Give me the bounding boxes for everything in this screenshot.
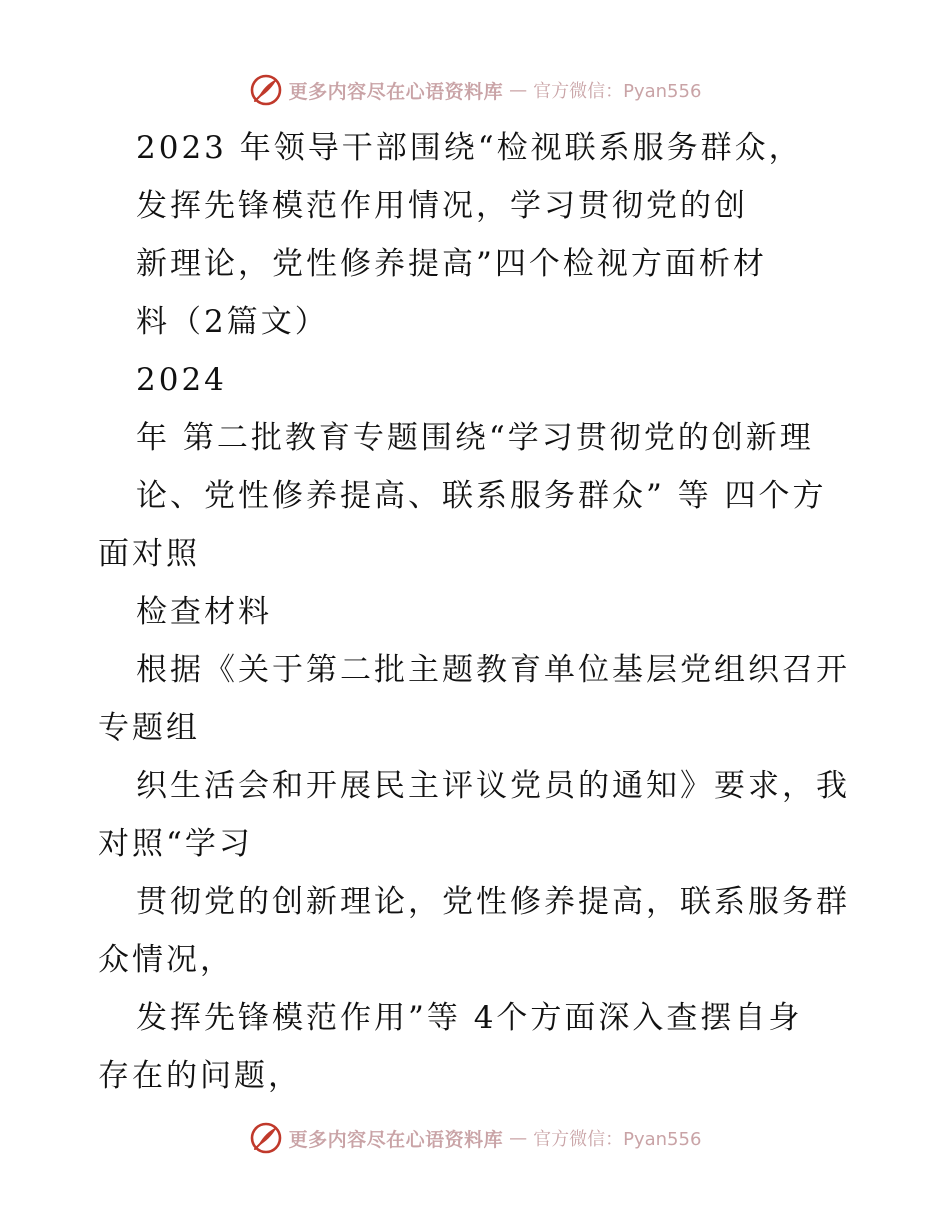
document-title-line-4: 料（2篇文） xyxy=(136,304,329,340)
document-text-line-16: 发挥先锋模范作用”等 4个方面深入查摆自身 xyxy=(136,1000,803,1036)
watermark-site-text: 更多内容尽在心语资料库 xyxy=(288,80,504,103)
document-text-line-6: 年 第二批教育专题围绕“学习贯彻党的创新理 xyxy=(136,420,814,456)
watermark-site-text: 更多内容尽在心语资料库 xyxy=(288,1128,504,1151)
header-watermark xyxy=(0,70,950,110)
document-text-line-9: 检查材料 xyxy=(136,594,272,630)
feather-logo-icon xyxy=(249,1121,283,1155)
watermark-contact-text: 官方微信：Pyan556 xyxy=(533,81,702,102)
document-text-line-12: 织生活会和开展民主评议党员的通知》要求，我 xyxy=(136,768,850,804)
document-text-line-5: 2024 xyxy=(136,362,227,398)
document-text-line-14: 贯彻党的创新理论，党性修养提高，联系服务群 xyxy=(136,884,850,920)
feather-logo-icon xyxy=(249,73,283,107)
document-text-line-10: 根据《关于第二批主题教育单位基层党组织召开 xyxy=(136,652,850,688)
document-text-line-7: 论、党性修养提高、联系服务群众” 等 四个方 xyxy=(136,478,827,514)
document-title-line-1: 2023 年领导干部围绕“检视联系服务群众， xyxy=(136,130,803,166)
document-text-line-15: 众情况， xyxy=(98,942,234,978)
document-text-line-17: 存在的问题， xyxy=(98,1058,302,1094)
document-title-line-2: 发挥先锋模范作用情况，学习贯彻党的创 xyxy=(136,188,748,224)
watermark-separator: — xyxy=(509,1127,528,1149)
document-title-line-3: 新理论，党性修养提高”四个检视方面析材 xyxy=(136,246,767,282)
watermark-contact-text: 官方微信：Pyan556 xyxy=(533,1129,702,1150)
document-text-line-11: 专题组 xyxy=(98,710,200,746)
watermark-separator: — xyxy=(509,79,528,101)
footer-watermark xyxy=(0,1118,950,1158)
document-text-line-8: 面对照 xyxy=(98,536,200,572)
document-text-line-13: 对照“学习 xyxy=(98,826,253,862)
